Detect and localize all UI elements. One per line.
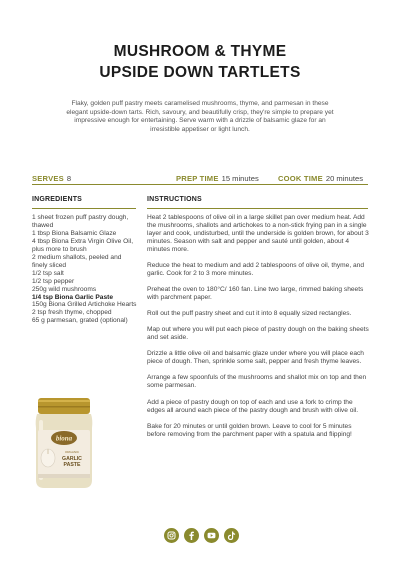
jar-label-small: ORGANIC (64, 450, 80, 454)
prep-time-info (176, 174, 259, 183)
instructions-heading: INSTRUCTIONS (147, 196, 202, 203)
title-line-2: UPSIDE DOWN TARTLETS (99, 64, 301, 81)
instruction-step: Reduce the heat to medium and add 2 tablespoons of olive oil, thyme, and garlic. Cook for 2 to 3 more minutes. (147, 261, 365, 277)
instruction-step: Map out where you will put each piece of pastry dough on the baking sheets and set aside. (147, 326, 369, 342)
ingredient-item: 2 tsp fresh thyme, chopped (32, 309, 112, 317)
ingredients-heading: INGREDIENTS (32, 196, 83, 203)
ingredient-item: 4 tbsp Biona Extra Virgin Olive Oil, plus more to brush (32, 237, 134, 253)
jar-brand-text: biona (55, 434, 73, 443)
ingredient-item: 1/2 tsp pepper (32, 277, 75, 285)
serves-value: 8 (66, 174, 72, 183)
ingredient-item: 150g Biona Grilled Artichoke Hearts (32, 301, 137, 309)
prep-time-value: 15 minutes (221, 174, 259, 183)
recipe-title (0, 41, 400, 83)
ingredient-item: 1 sheet frozen puff pastry dough, thawed (32, 214, 129, 229)
instagram-icon[interactable] (164, 528, 179, 543)
instruction-step: Preheat the oven to 180°C/ 160 fan. Line two large, rimmed baking sheets with parchment paper. (147, 286, 364, 301)
instructions-list (147, 214, 369, 447)
jar-label-main: GARLIC (62, 456, 82, 462)
ingredient-item: 65 g parmesan, grated (optional) (32, 317, 128, 325)
recipe-intro: Flaky, golden puff pastry meets caramelised mushrooms, thyme, and parmesan in these elegant upside-down tarts. Rich, savoury, and beautifully crisp, they're simple to prepare yet impressive enough for entertaining. Serve warm with a drizzle of balsamic glaze for an irresistible appetiser or light lunch. (66, 100, 334, 133)
instruction-step: Heat 2 tablespoons of olive oil in a large skillet pan over medium heat. Add the mushrooms, shallots and artichokes to a non-stick frying pan in a single layer and cook, undisturbed, until the underside is golden brown, for about 3 minutes. Season with salt and pepper and sauté until golden, about 4 minutes more. (147, 214, 369, 253)
youtube-icon[interactable] (204, 528, 219, 543)
ingredient-item: 250g wild mushrooms (32, 285, 97, 293)
serves-info (32, 174, 71, 183)
ingredients-divider (32, 208, 136, 209)
recipe-meta-bar (32, 170, 368, 185)
garlic-paste-jar-image (28, 394, 102, 492)
cook-time-value: 20 minutes (325, 174, 363, 183)
facebook-icon[interactable] (184, 528, 199, 543)
serves-label: SERVES (32, 174, 64, 183)
instruction-step: Bake for 20 minutes or until golden brown. Leave to cool for 5 minutes before removing from the parchment paper with a spatula and flipping! (147, 422, 352, 438)
ingredient-item: 1 tbsp Biona Balsamic Glaze (32, 229, 117, 237)
instruction-step: Add a piece of pastry dough on top of each and use a fork to crimp the edges all around each piece of the pastry dough and brush with olive oil. (147, 398, 359, 414)
ingredient-item: 1/4 tsp Biona Garlic Paste (32, 293, 113, 301)
ingredient-item: 1/2 tsp salt (32, 269, 64, 277)
prep-time-label: PREP TIME (176, 174, 219, 183)
instruction-step: Drizzle a little olive oil and balsamic glaze under where you will place each piece of dough. Then, sprinkle some salt, pepper and fresh thyme leaves. (147, 350, 364, 366)
title-line-1: MUSHROOM & THYME (113, 43, 287, 60)
instructions-divider (147, 208, 368, 209)
jar-illustration (28, 394, 102, 492)
instruction-step: Arrange a few spoonfuls of the mushrooms and shallot mix on top and then some parmesan. (147, 374, 367, 390)
jar-label-sub: PASTE (63, 462, 81, 468)
ingredient-item: 2 medium shallots, peeled and finely sliced (32, 253, 122, 269)
social-links (162, 528, 242, 544)
instruction-step: Roll out the puff pastry sheet and cut it into 8 equally sized rectangles. (147, 310, 352, 318)
cook-time-info (278, 174, 363, 183)
ingredients-list (32, 214, 138, 325)
cook-time-label: COOK TIME (278, 174, 323, 183)
tiktok-icon[interactable] (224, 528, 239, 543)
